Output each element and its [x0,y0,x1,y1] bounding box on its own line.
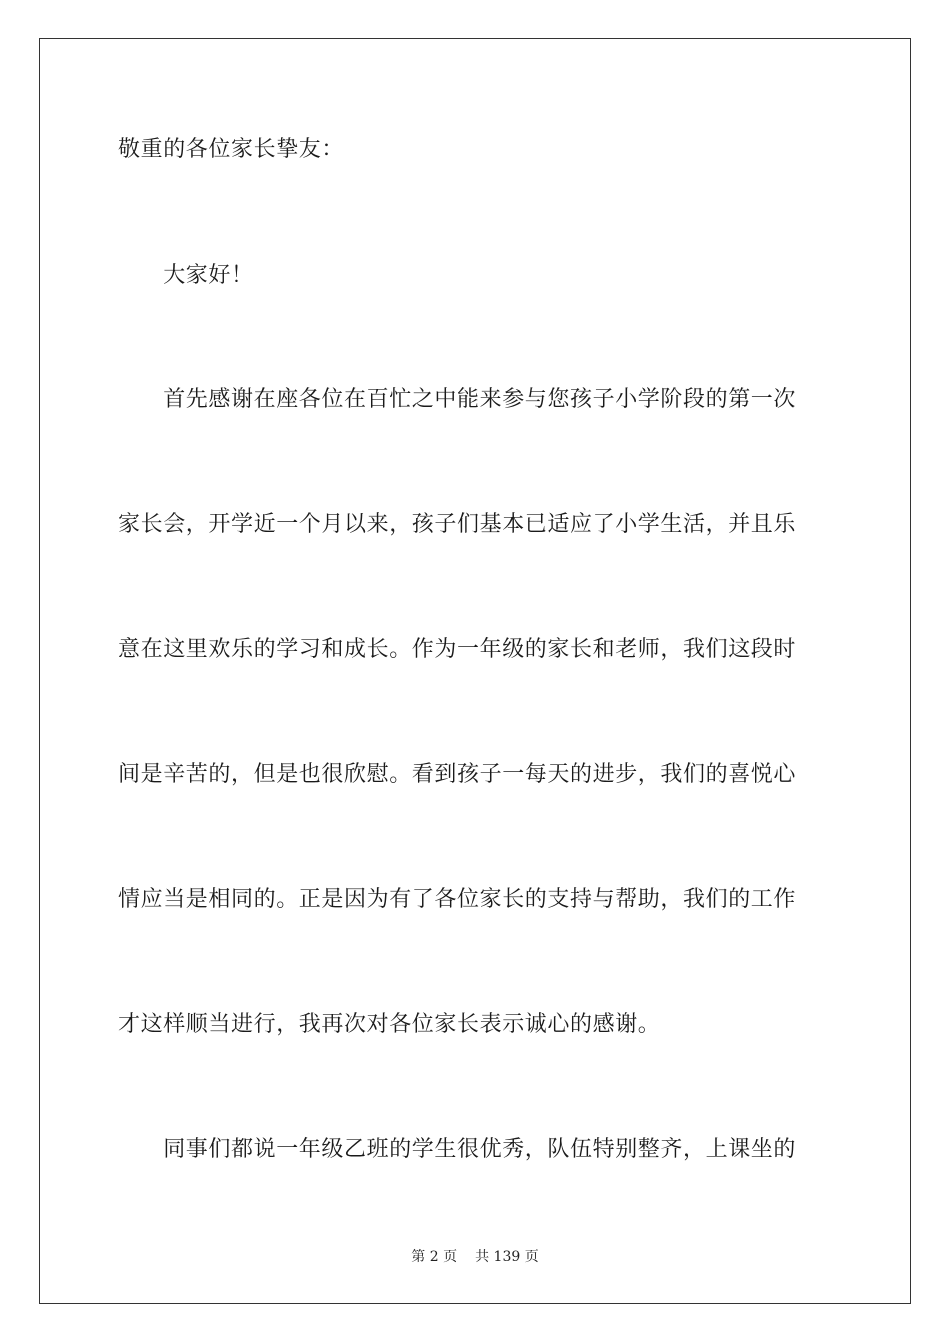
salutation-line: 敬重的各位家长挚友： [118,137,345,162]
page-total: 共 139 页 [475,1249,539,1265]
body-text-line: 才这样顺当进行，我再次对各位家长表示诚心的感谢。 [118,1012,661,1037]
page-number: 第 2 页 [411,1249,458,1265]
body-text-line: 意在这里欢乐的学习和成长。作为一年级的家长和老师，我们这段时 [118,637,797,662]
body-text-line: 情应当是相同的。正是因为有了各位家长的支持与帮助，我们的工作 [118,887,797,912]
body-text-line: 家长会，开学近一个月以来，孩子们基本已适应了小学生活，并且乐 [118,512,797,537]
page-footer [0,1247,950,1267]
body-text-line: 首先感谢在座各位在百忙之中能来参与您孩子小学阶段的第一次 [118,387,797,412]
body-text-line: 同事们都说一年级乙班的学生很优秀，队伍特别整齐，上课坐的 [118,1137,797,1162]
body-text-line: 间是辛苦的，但是也很欣慰。看到孩子一每天的进步，我们的喜悦心 [118,762,797,787]
greeting-line: 大家好！ [118,263,254,288]
page-frame [39,38,911,1304]
